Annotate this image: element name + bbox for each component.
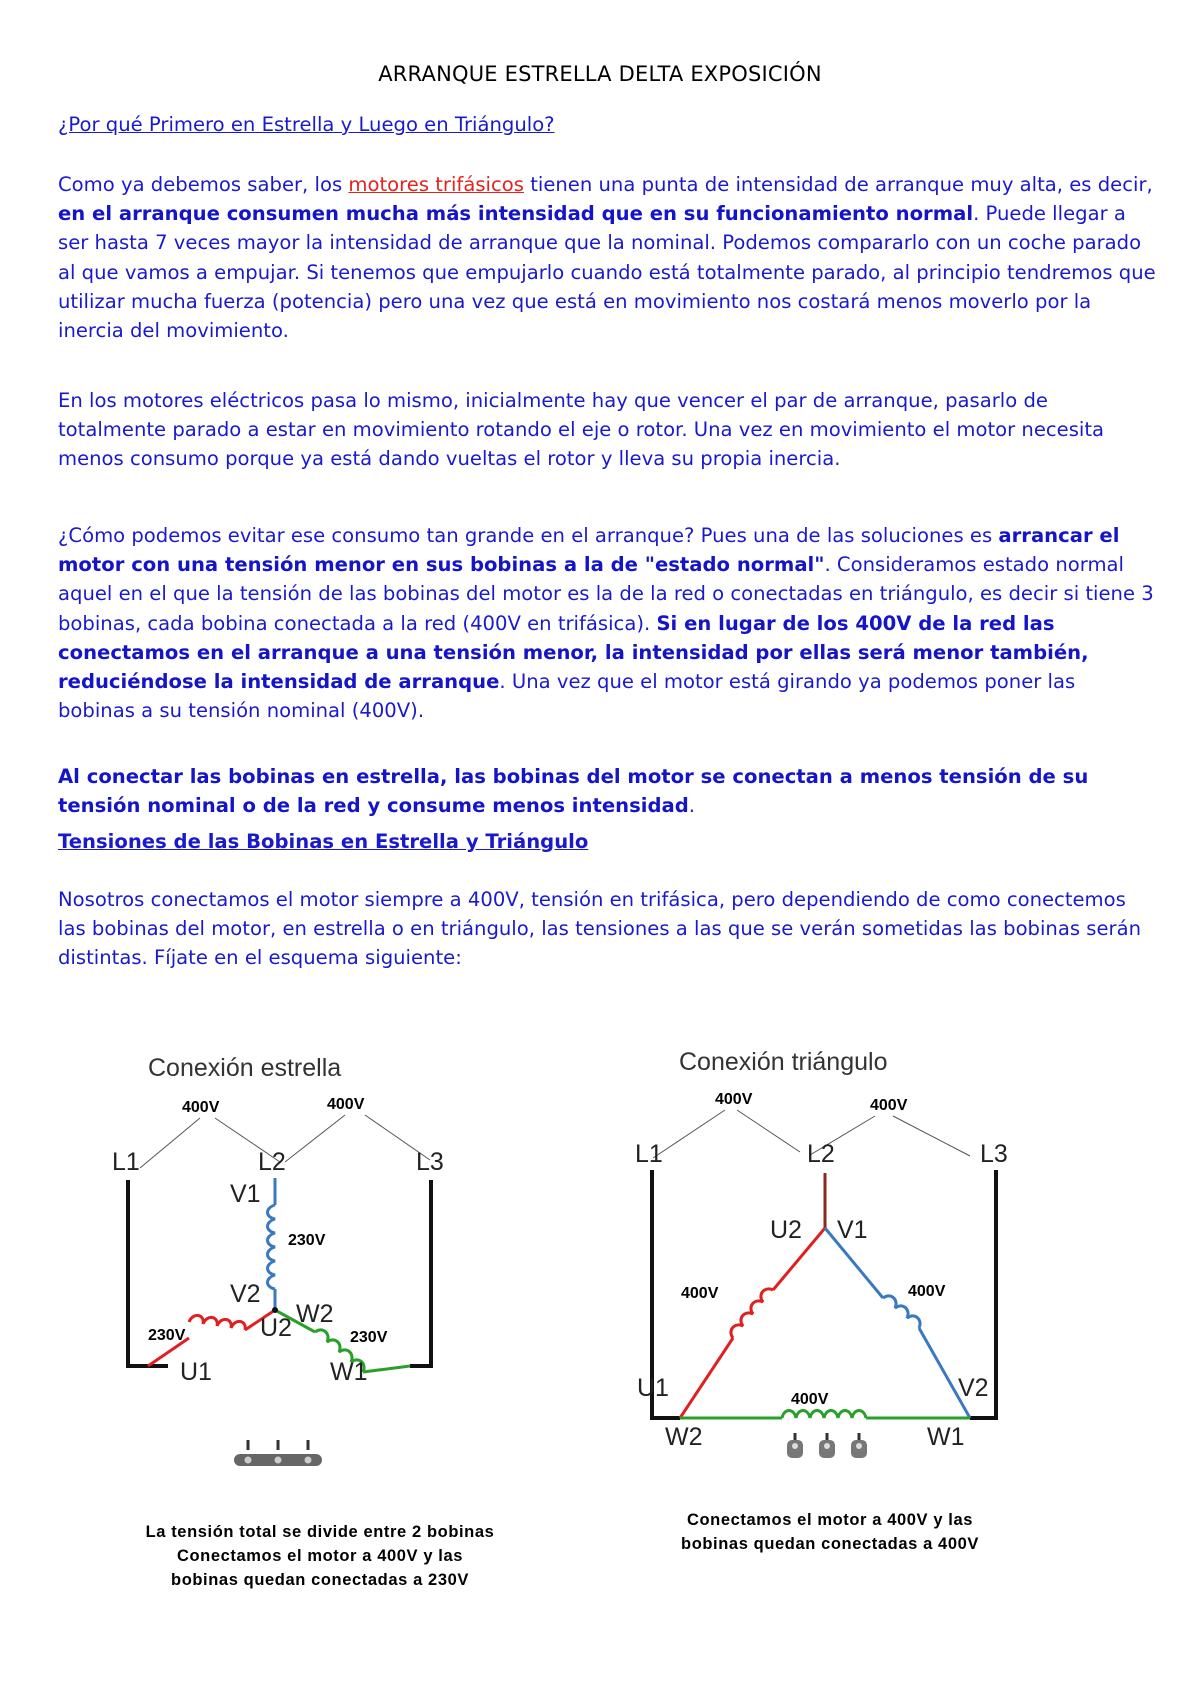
paragraph-intro-rest: . Puede llegar a ser hasta 7 veces mayor la intensidad de arranque que la nominal. Podemos compararlo con un coche parado al que vamos a empujar. Si tenemos que empujarlo cuando está totalmente parado, al principio tendremos que utilizar mucha fuerza (potencia) pero una vez que está en movimiento nos costará menos moverlo por la inercia del movimiento. <box>58 202 1156 343</box>
delta-coil-left-voltage: 400V <box>681 1285 719 1302</box>
paragraph-electric-motors: En los motores eléctricos pasa lo mismo, inicialmente hay que vencer el par de arranque, pasarlo de totalmente parado a estar en movimiento rotando el eje o rotor. Una vez en movimiento el motor necesita menos consumo porque ya está dando vueltas el rotor y lleva su propia inercia. <box>58 389 1105 471</box>
star-terminal-l1: L1 <box>112 1148 140 1176</box>
paragraph-solution-mid: . Consideramos estado normal aquel en el que la tensión de las bobinas del motor es la de la red o conectadas en triángulo, es decir si tiene 3 bobinas, cada bobina conectada a la red (400V en trifásica). <box>58 553 1154 635</box>
delta-terminal-l1: L1 <box>635 1140 663 1168</box>
star-terminal-block-icon <box>234 1440 322 1466</box>
star-coil-v-voltage: 230V <box>288 1232 326 1249</box>
paragraph-diagram-intro: Nosotros conectamos el motor siempre a 400V, tensión en trifásica, pero dependiendo de como conectemos las bobinas del motor, en estrella o en triángulo, las tensiones a las que se verán sometidas las bobinas serán distintas. Fíjate en el esquema siguiente: <box>58 888 1142 970</box>
paragraph-solution <box>58 521 1158 725</box>
star-terminal-v1: V1 <box>230 1180 261 1208</box>
delta-terminal-l2: L2 <box>807 1140 835 1168</box>
star-terminal-w2: W2 <box>296 1300 334 1328</box>
star-diagram-title: Conexión estrella <box>148 1054 342 1082</box>
star-connection-diagram <box>100 1040 640 1480</box>
delta-side-v-wire-lower <box>919 1328 970 1418</box>
paragraph-solution-emphasis-1: arrancar el motor con una tensión menor en sus bobinas a la de "estado normal" <box>58 524 1120 577</box>
star-terminal-v2: V2 <box>230 1280 261 1308</box>
star-line-voltage-left: 400V <box>182 1099 220 1116</box>
paragraph-solution-intro: ¿Cómo podemos evitar ese consumo tan grande en el arranque? Pues una de las soluciones es <box>58 524 999 547</box>
delta-terminal-w1: W1 <box>927 1423 965 1451</box>
star-terminal-w1: W1 <box>330 1358 368 1386</box>
delta-coil-left <box>731 1289 773 1338</box>
delta-terminal-v2: V2 <box>958 1374 989 1402</box>
star-terminal-u1: U1 <box>180 1358 212 1386</box>
star-terminal-l3: L3 <box>416 1148 444 1176</box>
delta-coil-right <box>883 1296 920 1328</box>
star-coil-u-voltage: 230V <box>148 1327 186 1344</box>
delta-terminal-u1: U1 <box>637 1374 669 1402</box>
star-diagram-caption <box>60 1520 580 1592</box>
star-line-voltage-right: 400V <box>327 1096 365 1113</box>
page-title: ARRANQUE ESTRELLA DELTA EXPOSICIÓN <box>378 62 822 86</box>
paragraph-intro-emphasis: en el arranque consumen mucha más intensidad que en su funcionamiento normal <box>58 202 974 226</box>
star-coil-v <box>268 1205 276 1289</box>
star-coil-u <box>189 1315 245 1330</box>
section-heading-coil-voltages[interactable]: Tensiones de las Bobinas en Estrella y Triángulo <box>58 830 589 853</box>
paragraph-star-conclusion <box>58 762 1158 820</box>
star-terminal-u2: U2 <box>260 1314 292 1342</box>
delta-terminal-block-icon <box>787 1433 867 1458</box>
delta-connection-diagram <box>625 1040 1065 1460</box>
star-caption-line-1: La tensión total se divide entre 2 bobinas <box>145 1523 495 1541</box>
delta-coil-right-voltage: 400V <box>908 1283 946 1300</box>
three-phase-motors-link[interactable]: motores trifásicos <box>348 173 524 196</box>
delta-caption-line-2: bobinas quedan conectadas a 400V <box>681 1535 979 1553</box>
delta-terminal-v1: V1 <box>837 1216 868 1244</box>
star-phase-w-wire-lower <box>363 1366 410 1372</box>
delta-line-voltage-left: 400V <box>715 1091 753 1108</box>
delta-terminal-w2: W2 <box>665 1423 703 1451</box>
delta-side-u-wire-lower <box>680 1338 733 1418</box>
delta-diagram-title: Conexión triángulo <box>679 1048 888 1076</box>
paragraph-star-conclusion-emphasis: Al conectar las bobinas en estrella, las bobinas del motor se conectan a menos tensión de su tensión nominal o de la red y consume menos intensidad <box>58 765 1089 818</box>
delta-line-voltage-right: 400V <box>870 1097 908 1114</box>
paragraph-solution-emphasis-2: Si en lugar de los 400V de la red las conectamos en el arranque a una tensión menor, la intensidad por ellas será menor también, reduciéndose la intensidad de arranque <box>58 611 1089 694</box>
delta-coil-bottom <box>782 1411 866 1419</box>
star-caption-line-3: bobinas quedan conectadas a 230V <box>171 1571 469 1589</box>
delta-coil-bottom-voltage: 400V <box>791 1391 829 1408</box>
star-coil-w-voltage: 230V <box>350 1329 388 1346</box>
delta-diagram-caption <box>600 1508 1060 1556</box>
delta-caption-line-1: Conectamos el motor a 400V y las <box>686 1511 974 1529</box>
paragraph-star-conclusion-rest: . <box>688 794 695 818</box>
star-terminal-l2: L2 <box>258 1148 286 1176</box>
paragraph-intro-text-2: tienen una punta de intensidad de arranque muy alta, es decir, <box>523 173 1153 196</box>
paragraph-intro <box>58 170 1158 345</box>
star-neutral-point <box>272 1307 278 1313</box>
delta-terminal-u2: U2 <box>770 1216 802 1244</box>
section-heading-why-star-first[interactable]: ¿Por qué Primero en Estrella y Luego en Triángulo? <box>58 113 555 136</box>
star-caption-line-2: Conectamos el motor a 400V y las <box>176 1547 464 1565</box>
delta-terminal-l3: L3 <box>980 1140 1008 1168</box>
paragraph-solution-rest: . Una vez que el motor está girando ya podemos poner las bobinas a su tensión nominal (400V). <box>58 670 1076 723</box>
star-wire-l3 <box>410 1180 431 1366</box>
paragraph-intro-text: Como ya debemos saber, los <box>58 173 349 196</box>
